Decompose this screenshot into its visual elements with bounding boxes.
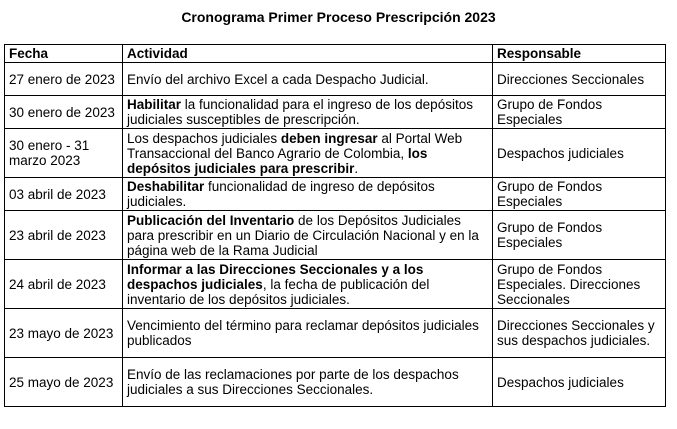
document-title: Cronograma Primer Proceso Prescripción 2023 [181, 9, 496, 25]
fecha-cell: 27 enero de 2023 [5, 63, 123, 96]
responsable-cell: Grupo de Fondos Especiales [493, 178, 666, 211]
schedule-table [4, 44, 666, 407]
table-row [5, 211, 666, 260]
fecha-cell: 24 abril de 2023 [5, 260, 123, 309]
responsable-cell: Grupo de Fondos Especiales [493, 211, 666, 260]
fecha-cell: 30 enero - 31 marzo 2023 [5, 129, 123, 178]
responsable-cell: Despachos judiciales [493, 358, 666, 407]
text-segment: la funcionalidad para el ingreso de los depósitos judiciales susceptibles de prescripción. [127, 97, 473, 127]
bold-text: Informar a las Direcciones Seccionales y a los despachos judiciales [127, 261, 424, 292]
table-row [5, 309, 666, 358]
fecha-cell: 25 mayo de 2023 [5, 358, 123, 407]
actividad-cell [123, 96, 493, 129]
header-row [5, 45, 666, 63]
text-segment: funcionalidad de ingreso de depósitos judiciales. [127, 179, 435, 209]
table-row [5, 96, 666, 129]
responsable-cell: Despachos judiciales [493, 129, 666, 178]
actividad-cell [123, 129, 493, 178]
actividad-cell [123, 260, 493, 309]
text-segment: . [354, 160, 359, 176]
header-responsable: Responsable [493, 45, 666, 63]
bold-text: deben ingresar [280, 130, 378, 146]
responsable-cell: Grupo de Fondos Especiales. Direcciones Seccionales [493, 260, 666, 309]
text-segment: Los despachos judiciales [127, 130, 281, 146]
table-row [5, 178, 666, 211]
responsable-cell: Direcciones Seccionales y sus despachos judiciales. [493, 309, 666, 358]
actividad-cell [123, 211, 493, 260]
bold-text: los depósitos judiciales para prescribir [127, 145, 428, 176]
table-body [5, 63, 666, 407]
fecha-cell: 03 abril de 2023 [5, 178, 123, 211]
bold-text: Publicación del Inventario [127, 212, 295, 228]
table-row [5, 358, 666, 407]
table-row [5, 260, 666, 309]
header-fecha: Fecha [5, 45, 123, 63]
text-segment: Envío del archivo Excel a cada Despacho Judicial. [127, 71, 429, 87]
header-actividad: Actividad [123, 45, 493, 63]
actividad-cell [123, 178, 493, 211]
text-segment: Envío de las reclamaciones por parte de los despachos judiciales a sus Direcciones Seccionales. [127, 367, 459, 397]
actividad-cell [123, 309, 493, 358]
text-segment: de los Depósitos Judiciales para prescribir en un Diario de Circulación Nacional y en la página web de la Rama Judicial [127, 212, 479, 258]
text-segment: al Portal Web Transaccional del Banco Agrario de Colombia, [127, 130, 463, 161]
bold-text: Deshabilitar [127, 179, 205, 194]
text-segment: , la fecha de publicación del inventario de los depósitos judiciales. [127, 276, 430, 307]
table-row [5, 129, 666, 178]
bold-text: Habilitar [127, 97, 182, 112]
fecha-cell: 23 abril de 2023 [5, 211, 123, 260]
fecha-cell: 30 enero de 2023 [5, 96, 123, 129]
responsable-cell: Grupo de Fondos Especiales [493, 96, 666, 129]
responsable-cell: Direcciones Seccionales [493, 63, 666, 96]
table-row [5, 63, 666, 96]
actividad-cell [123, 358, 493, 407]
text-segment: Vencimiento del término para reclamar depósitos judiciales publicados [127, 318, 479, 348]
actividad-cell [123, 63, 493, 96]
fecha-cell: 23 mayo de 2023 [5, 309, 123, 358]
